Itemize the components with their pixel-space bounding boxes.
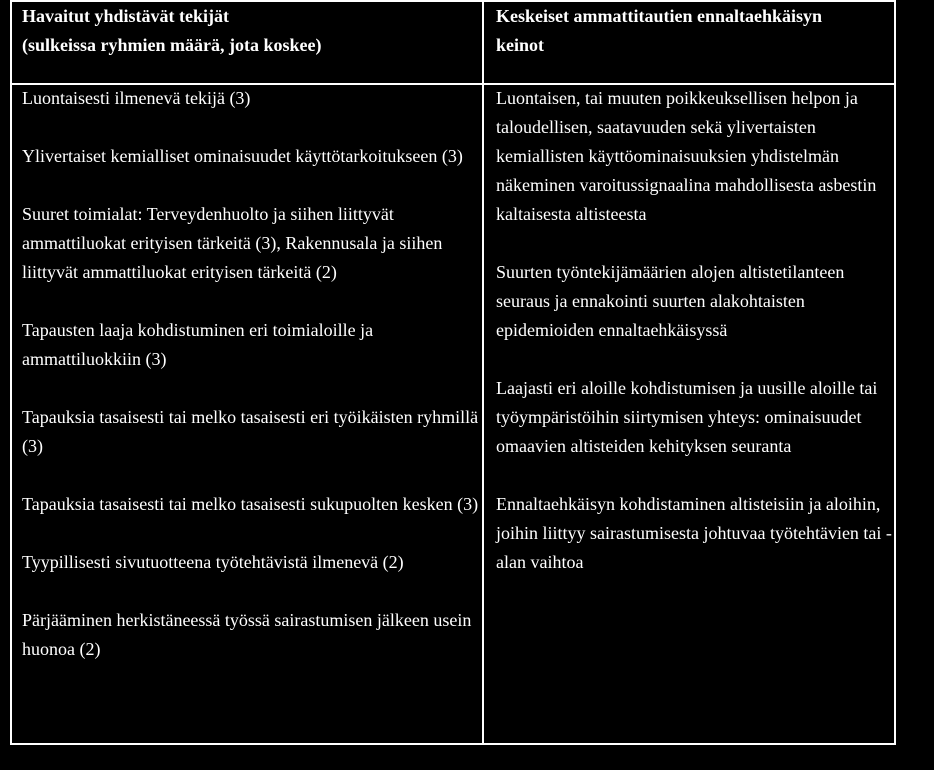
- factor-item: Suuret toimialat: Terveydenhuolto ja siihen liittyvät ammattiluokat erityisen tärkeitä (3), Rakennusala ja siihen liittyvät ammattiluokat erityisen tärkeitä (2): [22, 204, 443, 282]
- body-right: [496, 84, 894, 577]
- factor-item: Ylivertaiset kemialliset ominaisuudet käyttötarkoitukseen (3): [22, 146, 463, 166]
- factor-item: Tyypillisesti sivutuotteena työtehtävistä ilmenevä (2): [22, 552, 404, 572]
- factor-item: Pärjääminen herkistäneessä työssä sairastumisen jälkeen usein huonoa (2): [22, 610, 472, 659]
- prevention-item: Suurten työntekijämäärien alojen altistetilanteen seuraus ja ennakointi suurten alakohtaisten epidemioiden ennaltaehkäisyssä: [496, 262, 845, 340]
- factor-item: Luontaisesti ilmenevä tekijä (3): [22, 88, 251, 108]
- findings-table: [10, 0, 896, 745]
- body-left: [22, 84, 480, 664]
- header-right: [496, 2, 894, 60]
- prevention-item: Laajasti eri aloille kohdistumisen ja uusille aloille tai työympäristöihin siirtymisen yhteys: ominaisuudet omaavien altisteiden kehityksen seuranta: [496, 378, 878, 456]
- factor-item: Tapausten laaja kohdistuminen eri toimialoille ja ammattiluokkiin (3): [22, 320, 374, 369]
- prevention-item: Luontaisen, tai muuten poikkeuksellisen helpon ja taloudellisen, saatavuuden sekä ylivertaisten kemiallisten käyttöominaisuuksien yhdistelmän näkeminen varoitussignaalina mahdollisesta asbestin kaltaisesta altisteesta: [496, 88, 877, 224]
- factor-item: Tapauksia tasaisesti tai melko tasaisesti sukupuolten kesken (3): [22, 494, 479, 514]
- header-right-line1: Keskeiset ammattitautien ennaltaehkäisyn: [496, 6, 822, 26]
- header-left-line2: (sulkeissa ryhmien määrä, jota koskee): [22, 35, 322, 55]
- header-left-line1: Havaitut yhdistävät tekijät: [22, 6, 229, 26]
- factor-item: Tapauksia tasaisesti tai melko tasaisesti eri työikäisten ryhmillä (3): [22, 407, 479, 456]
- prevention-item: Ennaltaehkäisyn kohdistaminen altisteisiin ja aloihin, joihin liittyy sairastumisesta johtuvaa työtehtävien tai -alan vaihtoa: [496, 494, 892, 572]
- header-right-line2: keinot: [496, 35, 545, 55]
- header-left: [22, 2, 480, 60]
- column-divider: [482, 2, 484, 743]
